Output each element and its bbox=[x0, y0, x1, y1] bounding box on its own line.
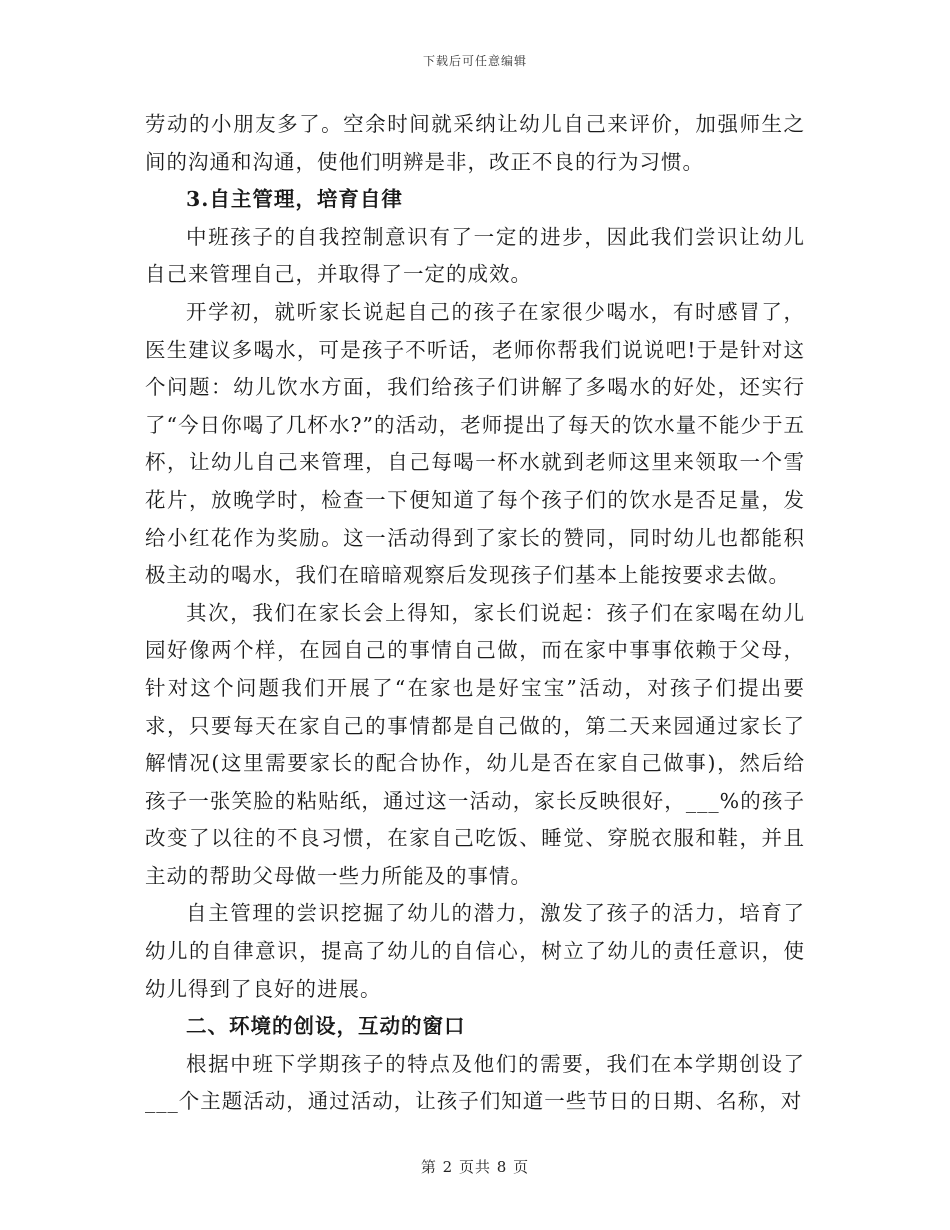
page-header: 下载后可任意编辑 bbox=[422, 54, 527, 68]
paragraph-drinking-water: 开学初，就听家长说起自己的孩子在家很少喝水，有时感冒了，医生建议多喝水，可是孩子不听话，老师你帮我们说说吧!于是针对这个问题：幼儿饮水方面，我们给孩子们讲解了多喝水的好处，还实行了“今日你喝了几杯水?”的活动，老师提出了每天的饮水量不能少于五杯，让幼儿自己来管理，自己每喝一杯水就到老师这里来领取一个雪花片，放晚学时，检查一下便知道了每个孩子们的饮水是否足量，发给小红花作为奖励。这一活动得到了家长的赞同，同时幼儿也都能积极主动的喝水，我们在暗暗观察后发现孩子们基本上能按要求去做。 bbox=[145, 299, 805, 588]
paragraph-self-control: 中班孩子的自我控制意识有了一定的进步，因此我们尝识让幼儿自己来管理自己，并取得了一定的成效。 bbox=[145, 224, 805, 287]
paragraph-continuation: 劳动的小朋友多了。空余时间就采纳让幼儿自己来评价，加强师生之间的沟通和沟通，使他们明辨是非，改正不良的行为习惯。 bbox=[145, 112, 805, 174]
document-body bbox=[145, 106, 805, 1121]
paragraph-good-baby-at-home: 其次，我们在家长会上得知，家长们说起：孩子们在家喝在幼儿园好像两个样，在园自己的事情自己做，而在家中事事依赖于父母，针对这个问题我们开展了“在家也是好宝宝”活动，对孩子们提出要求，只要每天在家自己的事情都是自己做的，第二天来园通过家长了解情况(这里需要家长的配合协作，幼儿是否在家自己做事)，然后给孩子一张笑脸的粘贴纸，通过这一活动，家长反映很好，___%的孩子改变了以往的不良习惯，在家自己吃饭、睡觉、穿脱衣服和鞋，并且主动的帮助父母做一些力所能及的事情。 bbox=[145, 600, 805, 888]
section-heading-self-management: 3.自主管理，培育自律 bbox=[186, 187, 403, 212]
paragraph-themed-activities: 根据中班下学期孩子的特点及他们的需要，我们在本学期创设了___个主题活动，通过活动，让孩子们知道一些节日的日期、名称，对 bbox=[145, 1051, 805, 1114]
paragraph-self-management-summary: 自主管理的尝识挖掘了幼儿的潜力，激发了孩子的活力，培育了幼儿的自律意识，提高了幼儿的自信心，树立了幼儿的责任意识，使幼儿得到了良好的进展。 bbox=[145, 901, 805, 1001]
page-footer: 第 2 页共 8 页 bbox=[420, 1158, 530, 1176]
section-heading-environment: 二、环境的创设，互动的窗口 bbox=[186, 1014, 466, 1039]
